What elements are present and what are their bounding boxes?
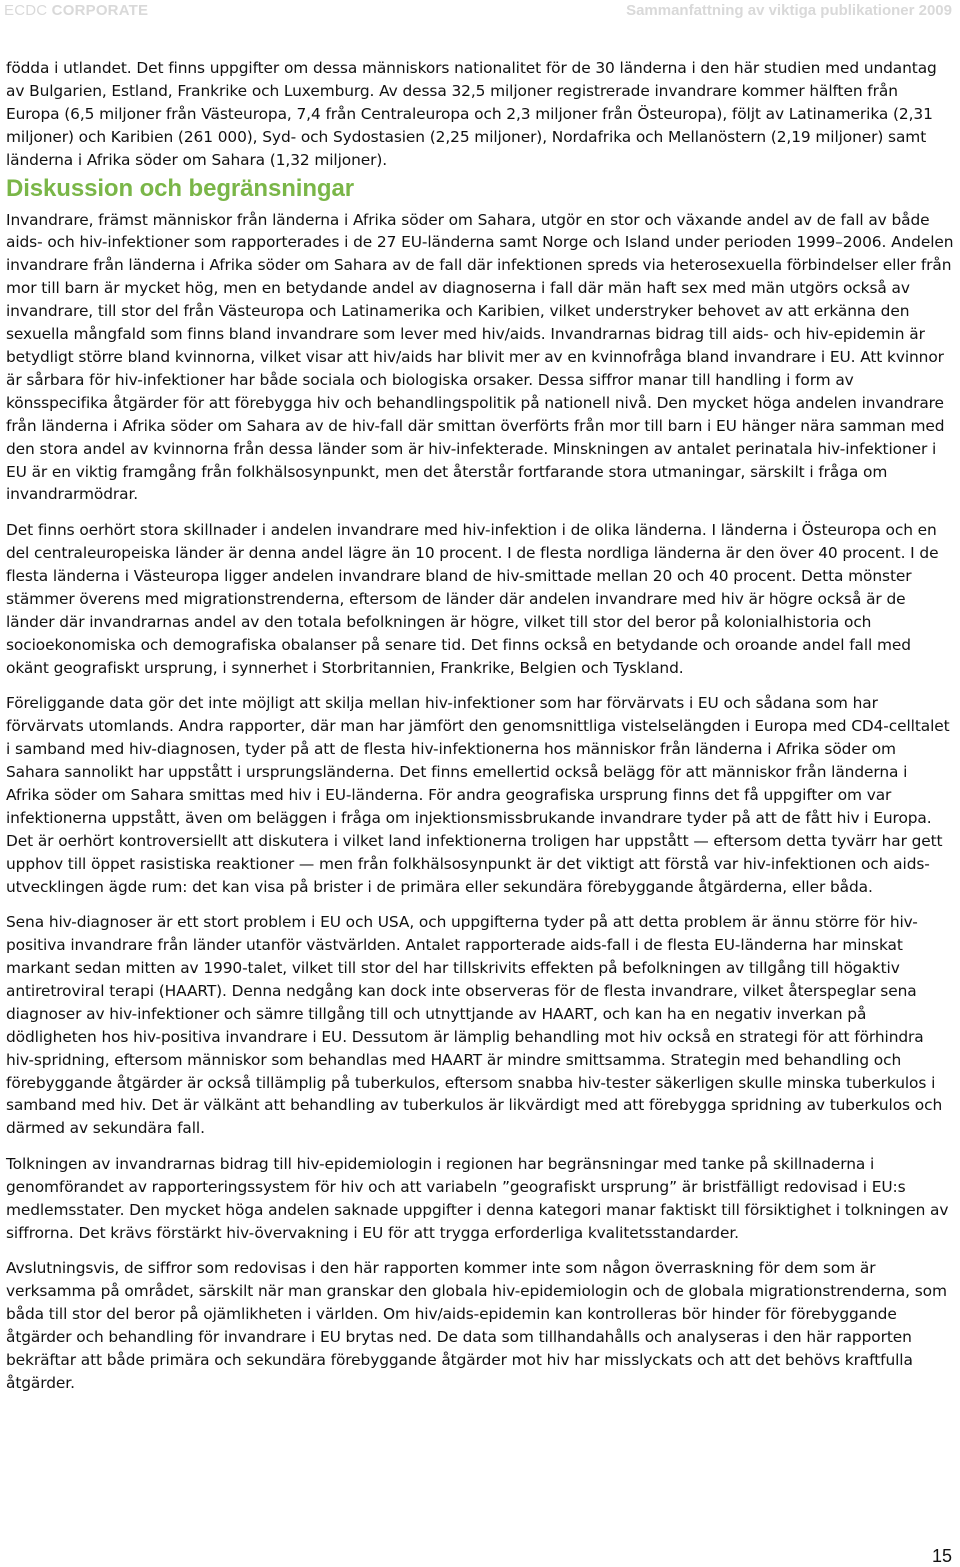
brand-suffix: CORPORATE	[47, 2, 149, 19]
brand-logo	[4, 2, 148, 19]
page-number: 15	[931, 1546, 952, 1566]
body-paragraph: Föreliggande data gör det inte möjligt att skilja mellan hiv-infektioner som har förvärvats i EU och sådana som har förvärvats utomlands. Andra rapporter, där man har jämfört den genomsnittliga vistelselängden i Europa med CD4-celltalet i samband med hiv-diagnosen, tyder på att de flesta hiv-infektionerna hos människor från länderna i Afrika söder om Sahara sannolikt har uppstått i ursprungsländerna. Det finns emellertid också belägg för att människor från länderna i Afrika söder om Sahara smittas med hiv i EU-länderna. För andra geografiska ursprung finns det få uppgifter om var infektionerna uppstått, även om beläggen i fråga om injektionsmissbrukande invandrare tyder på att de fått hiv i Europa. Det är oerhört kontroversiellt att diskutera i vilket land infektionerna troligen har uppstått — eftersom detta tyvärr har gett upphov till öppet rasistiska reaktioner — men från folkhälsosynpunkt är det viktigt att förstå var hiv-infektionen och aids-utvecklingen ägde rum: det kan visa på brister i de primära eller sekundära förebyggande åtgärderna, eller båda.	[6, 694, 950, 896]
body-paragraph: Invandrare, främst människor från länderna i Afrika söder om Sahara, utgör en stor och växande andel av de fall av både aids- och hiv-infektioner som rapporterades i de 27 EU-länderna samt Norge och Island under perioden 1999–2006. Andelen invandrare från länderna i Afrika söder om Sahara av de fall där infektionen spreds via heterosexuella förbindelser eller från mor till barn är mycket hög, men en betydande andel av diagnoserna i fall där män haft sex med män utgörs också av invandrare, till stor del från Västeuropa och Latinamerika och Karibien, vilket understryker behovet av att erkänna den sexuella mångfald som finns bland invandrare som lever med hiv/aids. Invandrarnas bidrag till aids- och hiv-epidemin är betydligt större bland kvinnorna, vilket visar att hiv/aids har blivit mer av en kvinnofråga bland invandrare i EU. Att kvinnor är sårbara för hiv-infektioner har både sociala och biologiska orsaker. Dessa siffror manar till handling i form av könsspecifika åtgärder för att förebygga hiv och behandlingspolitik på nationell nivå. Den mycket höga andelen invandrare från länderna i Afrika söder om Sahara av de hiv-fall där smittan överförts från mor till barn i EU hänger nära samman med den stora andel av kvinnorna från dessa länder som är hiv-infekterade. Minskningen av antalet perinatala hiv-infektioner i EU är en viktig framgång från folkhälsosynpunkt, men det återstår fortfarande stora utmaningar, särskilt i fråga om invandrarmödrar.	[6, 210, 954, 504]
section-heading: Diskussion och begränsningar	[6, 174, 354, 202]
body-paragraph: Avslutningsvis, de siffror som redovisas i den här rapporten kommer inte som någon överraskning för dem som är verksamma på området, särskilt när man granskar den globala hiv-epidemiologin och de globala migrationstrenderna, som båda till stor del beror på ojämlikheten i världen. Om hiv/aids-epidemin kan kontrolleras bör hinder för förebyggande åtgärder och behandling för invandrare i EU brytas ned. De data som tillhandahålls och analyseras i den här rapporten bekräftar att både primära och sekundära förebyggande åtgärder mot hiv har misslyckats och att det behövs kraftfulla åtgärder.	[6, 1259, 947, 1393]
body-paragraph: Tolkningen av invandrarnas bidrag till hiv-epidemiologin i regionen har begränsningar med tanke på skillnaderna i genomförandet av rapporteringssystem för hiv och att variabeln ”geografiskt ursprung” är bristfälligt redovisad i EU:s medlemsstater. Den mycket höga andelen saknade uppgifter i denna kategori manar faktiskt till försiktighet i tolkningen av siffrorna. Det krävs förstärkt hiv-övervakning i EU för att trygga erforderliga kvalitetsstandarder.	[6, 1155, 949, 1242]
brand-prefix: ECDC	[4, 2, 48, 19]
body-paragraph: Sena hiv-diagnoser är ett stort problem i EU och USA, och uppgifterna tyder på att detta problem är ännu större för hiv-positiva invandrare från länder utanför västvärlden. Antalet rapporterade aids-fall i de flesta EU-länderna har minskat markant sedan mitten av 1990-talet, vilket till stor del har tillskrivits effekten på befolkningen av tillgång till högaktiv antiretroviral terapi (HAART). Denna nedgång kan dock inte observeras för de flesta invandrare, vilket återspeglar sena diagnoser av hiv-infektioner och sämre tillgång till och utnyttjande av HAART, och kan ha en negativ inverkan på dödligheten hos hiv-positiva invandrare i EU. Dessutom är lämplig behandling mot hiv också en strategi för att förhindra hiv-spridning, eftersom människor som behandlas med HAART är mindre smittsamma. Strategin med behandling och förebyggande åtgärder är också tillämplig på tuberkulos, eftersom snabba hiv-tester säkerligen skulle minska tuberkulos i samband med hiv. Det är välkänt att behandling av tuberkulos är likvärdigt med att förebygga spridning av tuberkulos och därmed av sekundära fall.	[6, 913, 943, 1138]
intro-paragraph: födda i utlandet. Det finns uppgifter om dessa människors nationalitet för de 30 länderna i den här studien med undantag av Bulgarien, Estland, Frankrike och Luxemburg. Av dessa 32,5 miljoner registrerade invandrare kommer hälften från Europa (6,5 miljoner från Västeuropa, 7,4 från Centraleuropa och 2,3 miljoner från Östeuropa), följt av Latinamerika (2,31 miljoner) och Karibien (261 000), Syd- och Sydostasien (2,25 miljoner), Nordafrika och Mellanöstern (2,19 miljoner) samt länderna i Afrika söder om Sahara (1,32 miljoner).	[6, 59, 937, 169]
running-title: Sammanfattning av viktiga publikationer 2009	[626, 2, 952, 19]
document-body	[6, 57, 954, 1408]
page-header	[0, 0, 960, 28]
body-paragraph: Det finns oerhört stora skillnader i andelen invandrare med hiv-infektion i de olika länderna. I länderna i Östeuropa och en del centraleuropeiska länder är denna andel lägre än 10 procent. I de flesta nordliga länderna är den över 40 procent. I de flesta länderna i Västeuropa ligger andelen invandrare bland de hiv-smittade mellan 20 och 40 procent. Detta mönster stämmer överens med migrationstrenderna, eftersom de länder där andelen invandrare med hiv är högre också är de länder där invandrarnas andel av den totala befolkningen är högre, vilket till stor del beror på kolonialhistoria och socioekonomiska och demografiska obalanser på senare tid. Det finns också en betydande och oroande andel fall med okänt geografiskt ursprung, i synnerhet i Storbritannien, Frankrike, Belgien och Tyskland.	[6, 521, 939, 677]
